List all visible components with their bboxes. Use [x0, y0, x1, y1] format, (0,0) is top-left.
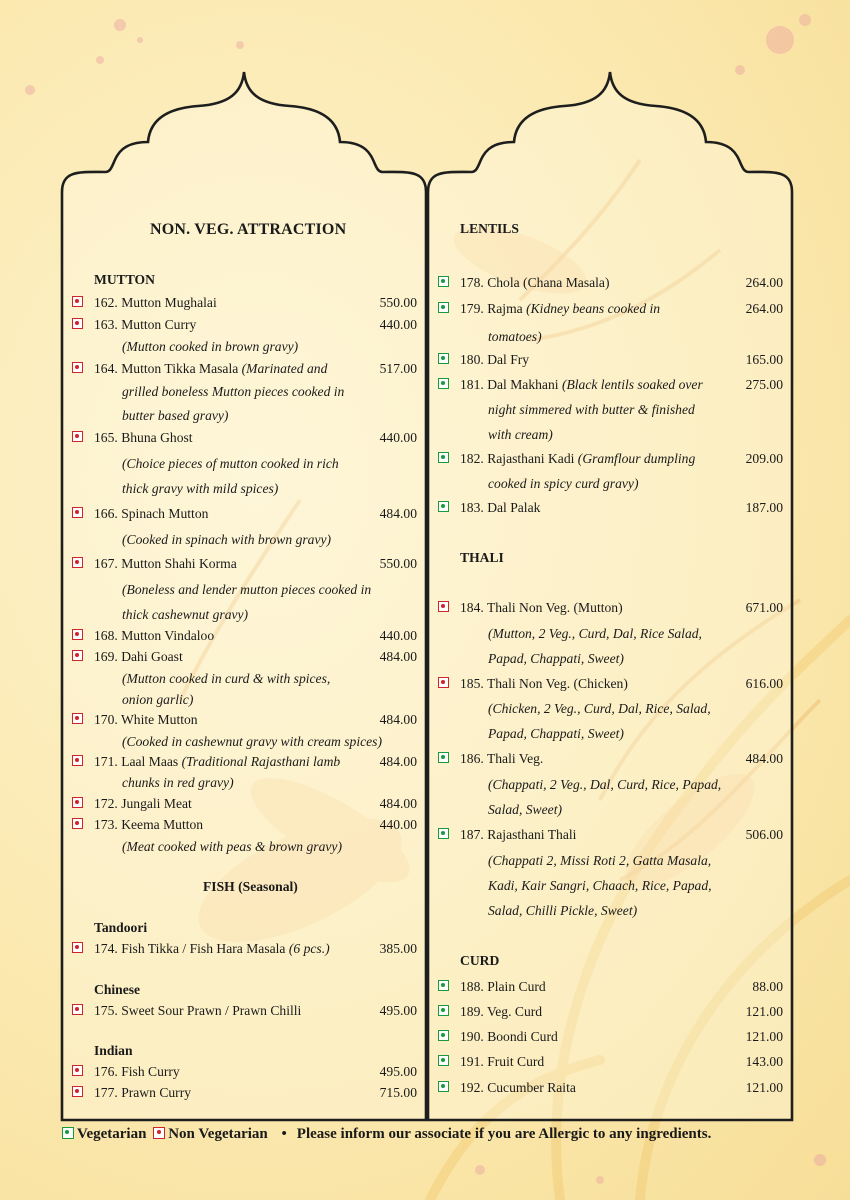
nonveg-mark-icon: [72, 1086, 83, 1097]
nonveg-mark-icon: [72, 1004, 83, 1015]
item-name: 169. Dahi Goast: [94, 649, 183, 664]
item-name: 184. Thali Non Veg. (Mutton): [460, 600, 623, 615]
item-price: 121.00: [745, 1004, 783, 1019]
allergy-notice: Please inform our associate if you are Allergic to any ingredients.: [296, 1126, 712, 1142]
item-description: tomatoes): [488, 329, 542, 344]
menu-item: [438, 1079, 783, 1097]
menu-item: [438, 599, 783, 617]
item-price: 495.00: [379, 1003, 417, 1018]
item-description: cooked in spicy curd gravy): [488, 476, 639, 491]
item-name: 186. Thali Veg.: [460, 751, 544, 766]
item-price: 484.00: [379, 754, 417, 769]
item-price: 88.00: [752, 979, 783, 994]
veg-mark-icon: [438, 1030, 449, 1041]
veg-mark-icon: [438, 452, 449, 463]
item-description: thick cashewnut gravy): [122, 607, 249, 622]
veg-mark-icon: [438, 1055, 449, 1066]
menu-item: [72, 360, 417, 378]
menu-item: [438, 499, 783, 517]
item-price: 440.00: [379, 817, 417, 832]
item-description: (Cooked in cashewnut gravy with cream spices): [122, 734, 382, 749]
menu-item: [438, 675, 783, 693]
menu-item: [72, 1002, 417, 1020]
item-name: 175. Sweet Sour Prawn / Prawn Chilli: [94, 1003, 302, 1018]
item-price: 550.00: [379, 295, 417, 310]
menu-item: [438, 1053, 783, 1071]
non-veg-title: NON. VEG. ATTRACTION: [150, 221, 347, 238]
veg-mark-icon: [438, 980, 449, 991]
item-name: 178. Chola (Chana Masala): [460, 275, 610, 290]
menu-item: [72, 1084, 417, 1102]
nonveg-mark-icon: [72, 650, 83, 661]
item-name: 179. Rajma (Kidney beans cooked in: [460, 301, 661, 316]
nonveg-mark-icon: [153, 1127, 165, 1139]
item-price: 484.00: [379, 796, 417, 811]
menu-item: [72, 316, 417, 334]
menu-item: [438, 1003, 783, 1021]
veg-mark-icon: [438, 1081, 449, 1092]
menu-item: [438, 274, 783, 292]
nonveg-mark-icon: [438, 601, 449, 612]
item-price: 440.00: [379, 430, 417, 445]
item-description: (Chappati, 2 Veg., Dal, Curd, Rice, Papad,: [488, 777, 722, 792]
item-name: 185. Thali Non Veg. (Chicken): [460, 676, 628, 691]
item-name: 170. White Mutton: [94, 712, 198, 727]
veg-label: Vegetarian: [77, 1126, 147, 1142]
item-name: 162. Mutton Mughalai: [94, 295, 217, 310]
menu-item: [438, 376, 783, 394]
menu-item: [72, 1063, 417, 1081]
menu-item: [72, 795, 417, 813]
item-name: 166. Spinach Mutton: [94, 506, 209, 521]
item-description: night simmered with butter & finished: [488, 402, 695, 417]
nonveg-label: Non Vegetarian: [168, 1126, 268, 1142]
item-price: 121.00: [745, 1080, 783, 1095]
item-price: 715.00: [379, 1085, 417, 1100]
menu-item: [438, 978, 783, 996]
curd-heading: CURD: [460, 953, 500, 968]
veg-mark-icon: [438, 353, 449, 364]
nonveg-mark-icon: [72, 942, 83, 953]
menu-item: [438, 826, 783, 844]
menu-item: [72, 816, 417, 834]
menu-item: [72, 555, 417, 573]
veg-mark-icon: [438, 378, 449, 389]
veg-mark-icon: [438, 276, 449, 287]
veg-mark-icon: [438, 302, 449, 313]
menu-item: [438, 300, 783, 318]
item-name: 180. Dal Fry: [460, 352, 530, 367]
item-description: (Boneless and lender mutton pieces cooked in: [122, 582, 372, 597]
veg-mark-icon: [438, 1005, 449, 1016]
separator-dot: •: [281, 1126, 287, 1142]
thali-heading: THALI: [460, 550, 504, 565]
item-description: Papad, Chappati, Sweet): [488, 651, 624, 666]
item-name: 189. Veg. Curd: [460, 1004, 543, 1019]
menu-item: [72, 711, 417, 729]
item-price: 517.00: [379, 361, 417, 376]
menu-item: [72, 505, 417, 523]
item-description: (Mutton cooked in brown gravy): [122, 339, 299, 354]
item-name: 172. Jungali Meat: [94, 796, 192, 811]
item-name: 191. Fruit Curd: [460, 1054, 545, 1069]
item-name: 167. Mutton Shahi Korma: [94, 556, 237, 571]
item-name: 173. Keema Mutton: [94, 817, 204, 832]
item-description: (Cooked in spinach with brown gravy): [122, 532, 332, 547]
item-description: grilled boneless Mutton pieces cooked in: [122, 384, 345, 399]
item-name: 168. Mutton Vindaloo: [94, 628, 215, 643]
item-description: (Meat cooked with peas & brown gravy): [122, 839, 342, 854]
item-description: (Chappati 2, Missi Roti 2, Gatta Masala,: [488, 853, 712, 868]
item-price: 187.00: [745, 500, 783, 515]
item-price: 165.00: [745, 352, 783, 367]
item-name: 176. Fish Curry: [94, 1064, 180, 1079]
item-name: 192. Cucumber Raita: [460, 1080, 576, 1095]
item-price: 506.00: [745, 827, 783, 842]
item-price: 264.00: [745, 301, 783, 316]
item-name: 171. Laal Maas (Traditional Rajasthani lamb: [94, 754, 341, 769]
item-price: 264.00: [745, 275, 783, 290]
item-price: 209.00: [745, 451, 783, 466]
item-description: chunks in red gravy): [122, 775, 234, 790]
item-name: 164. Mutton Tikka Masala (Marinated and: [94, 361, 328, 376]
veg-mark-icon: [438, 752, 449, 763]
item-description: Papad, Chappati, Sweet): [488, 726, 624, 741]
item-description: Salad, Chilli Pickle, Sweet): [488, 903, 638, 918]
veg-mark-icon: [438, 501, 449, 512]
menu-item: [438, 1028, 783, 1046]
menu-item: [438, 750, 783, 768]
nonveg-mark-icon: [72, 818, 83, 829]
item-price: 484.00: [379, 712, 417, 727]
item-description: thick gravy with mild spices): [122, 481, 279, 496]
indian-heading: Indian: [94, 1043, 133, 1058]
nonveg-mark-icon: [438, 677, 449, 688]
item-name: 187. Rajasthani Thali: [460, 827, 577, 842]
nonveg-mark-icon: [72, 755, 83, 766]
item-price: 495.00: [379, 1064, 417, 1079]
menu-item: [72, 940, 417, 958]
fish-heading: FISH (Seasonal): [203, 879, 298, 894]
item-name: 174. Fish Tikka / Fish Hara Masala (6 pcs.): [94, 941, 330, 956]
item-description: (Choice pieces of mutton cooked in rich: [122, 456, 339, 471]
item-price: 440.00: [379, 628, 417, 643]
veg-mark-icon: [62, 1127, 74, 1139]
item-description: Kadi, Kair Sangri, Chaach, Rice, Papad,: [488, 878, 712, 893]
item-price: 484.00: [379, 649, 417, 664]
lentils-heading: LENTILS: [460, 221, 519, 236]
menu-item: [72, 294, 417, 312]
item-price: 143.00: [745, 1054, 783, 1069]
nonveg-mark-icon: [72, 629, 83, 640]
item-name: 181. Dal Makhani (Black lentils soaked over: [460, 377, 703, 392]
nonveg-mark-icon: [72, 797, 83, 808]
nonveg-mark-icon: [72, 318, 83, 329]
tandoori-heading: Tandoori: [94, 920, 148, 935]
item-price: 550.00: [379, 556, 417, 571]
item-description: (Mutton, 2 Veg., Curd, Dal, Rice Salad,: [488, 626, 702, 641]
item-price: 385.00: [379, 941, 417, 956]
nonveg-mark-icon: [72, 1065, 83, 1076]
item-description: (Chicken, 2 Veg., Curd, Dal, Rice, Salad,: [488, 701, 711, 716]
item-description: onion garlic): [122, 692, 194, 707]
menu-item: [438, 450, 783, 468]
item-description: butter based gravy): [122, 408, 229, 423]
menu-item: [72, 753, 417, 771]
menu-item: [438, 351, 783, 369]
chinese-heading: Chinese: [94, 982, 141, 997]
item-name: 163. Mutton Curry: [94, 317, 197, 332]
item-name: 183. Dal Palak: [460, 500, 541, 515]
item-price: 484.00: [379, 506, 417, 521]
item-price: 616.00: [745, 676, 783, 691]
item-price: 275.00: [745, 377, 783, 392]
menu-item: [72, 429, 417, 447]
mutton-heading: MUTTON: [94, 272, 155, 287]
legend-footer: [62, 1125, 802, 1143]
nonveg-mark-icon: [72, 296, 83, 307]
item-price: 484.00: [745, 751, 783, 766]
item-description: Salad, Sweet): [488, 802, 562, 817]
item-price: 440.00: [379, 317, 417, 332]
nonveg-mark-icon: [72, 507, 83, 518]
nonveg-mark-icon: [72, 431, 83, 442]
menu-item: [72, 627, 417, 645]
item-name: 190. Boondi Curd: [460, 1029, 558, 1044]
nonveg-mark-icon: [72, 557, 83, 568]
item-name: 177. Prawn Curry: [94, 1085, 192, 1100]
item-description: with cream): [488, 427, 553, 442]
item-price: 671.00: [745, 600, 783, 615]
item-price: 121.00: [745, 1029, 783, 1044]
item-name: 182. Rajasthani Kadi (Gramflour dumpling: [460, 451, 696, 466]
nonveg-mark-icon: [72, 362, 83, 373]
nonveg-mark-icon: [72, 713, 83, 724]
item-name: 165. Bhuna Ghost: [94, 430, 193, 445]
veg-mark-icon: [438, 828, 449, 839]
menu-item: [72, 648, 417, 666]
item-name: 188. Plain Curd: [460, 979, 546, 994]
item-description: (Mutton cooked in curd & with spices,: [122, 671, 331, 686]
